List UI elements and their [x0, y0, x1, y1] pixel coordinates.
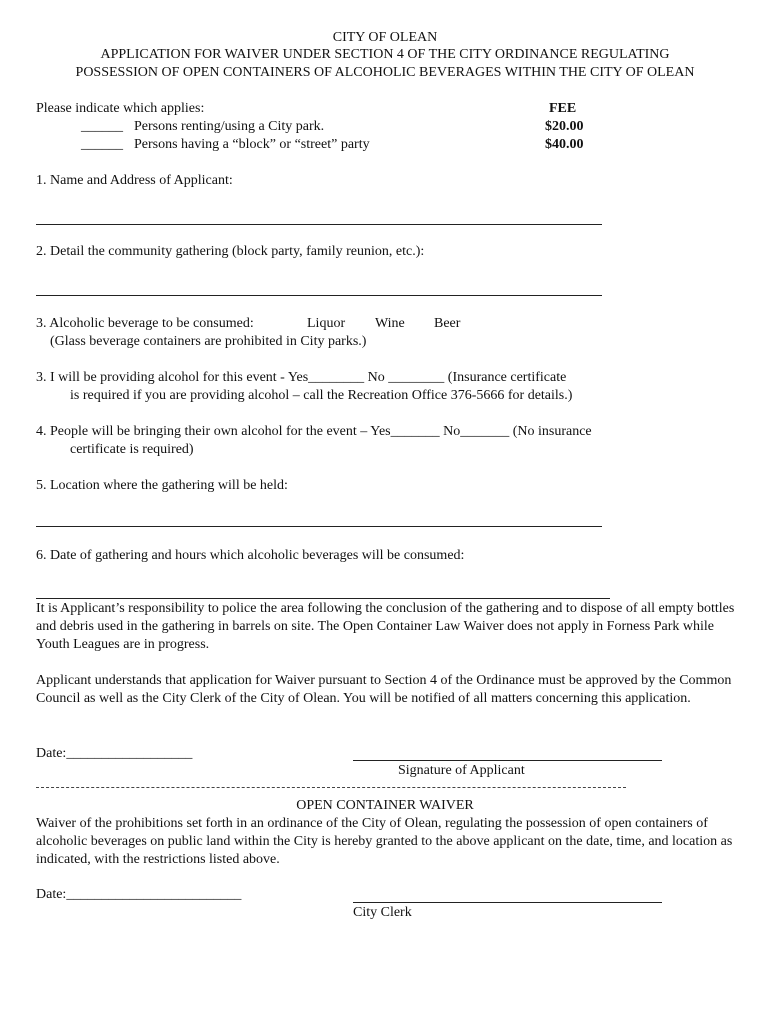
section-divider	[36, 787, 626, 788]
applies-prompt: Please indicate which applies:	[36, 101, 205, 116]
question-name-address: 1. Name and Address of Applicant:	[36, 173, 233, 188]
waiver-title: OPEN CONTAINER WAIVER	[296, 798, 474, 813]
question-beverage: 3. Alcoholic beverage to be consumed:	[36, 316, 254, 331]
question-date-hours: 6. Date of gathering and hours which alcoholic beverages will be consumed:	[36, 548, 465, 563]
name-address-line[interactable]	[36, 224, 602, 225]
question-gathering-detail: 2. Detail the community gathering (block party, family reunion, etc.):	[36, 244, 425, 259]
applicant-signature-line[interactable]	[353, 760, 662, 761]
no-insurance-note: certificate is required)	[70, 442, 194, 457]
glass-container-note: (Glass beverage containers are prohibited in City parks.)	[50, 334, 367, 349]
insurance-note: is required if you are providing alcohol – call the Recreation Office 376-5666 for details.)	[70, 388, 573, 403]
beverage-liquor[interactable]: Liquor	[307, 316, 346, 331]
gathering-detail-line[interactable]	[36, 295, 602, 296]
location-line[interactable]	[36, 526, 602, 527]
beverage-wine[interactable]: Wine	[375, 316, 405, 331]
question-bring-own-alcohol: 4. People will be bringing their own alcohol for the event – Yes_______ No_______ (No insurance	[36, 424, 592, 439]
question-providing-alcohol: 3. I will be providing alcohol for this event - Yes________ No ________ (Insurance certificate	[36, 370, 567, 385]
fee-block-party: $40.00	[545, 137, 584, 152]
applicant-signature-label: Signature of Applicant	[398, 763, 525, 778]
form-title-line2: POSSESSION OF OPEN CONTAINERS OF ALCOHOLIC BEVERAGES WITHIN THE CITY OF OLEAN	[75, 65, 695, 80]
clerk-date-field[interactable]: Date:_________________________	[36, 887, 242, 902]
question-location: 5. Location where the gathering will be held:	[36, 478, 288, 493]
beverage-beer[interactable]: Beer	[434, 316, 461, 331]
clerk-signature-line[interactable]	[353, 902, 662, 903]
date-hours-line[interactable]	[36, 598, 610, 599]
applicant-date-field[interactable]: Date:__________________	[36, 746, 193, 761]
option-label-block-party: Persons having a “block” or “street” party	[134, 137, 370, 152]
clerk-signature-label: City Clerk	[353, 905, 412, 920]
fee-park: $20.00	[545, 119, 584, 134]
city-title: CITY OF OLEAN	[332, 30, 438, 45]
waiver-paragraph: Waiver of the prohibitions set forth in an ordinance of the City of Olean, regulating the possession of open containers of alcoholic beverages on public land within the City is hereby granted to the above applicant on the date, time, and location as indicated, with the restrictions listed above.	[36, 816, 733, 867]
responsibility-paragraph: It is Applicant’s responsibility to police the area following the conclusion of the gathering and to dispose of all empty bottles and debris used in the gathering in barrels on site. The Open Container Law Waiver does not apply in Forness Park while Youth Leagues are in progress.	[36, 601, 735, 652]
form-title-line1: APPLICATION FOR WAIVER UNDER SECTION 4 OF THE CITY ORDINANCE REGULATING	[100, 47, 670, 62]
option-label-park: Persons renting/using a City park.	[134, 119, 325, 134]
option-blank-block-party[interactable]: ______	[81, 137, 123, 152]
understands-paragraph: Applicant understands that application for Waiver pursuant to Section 4 of the Ordinance must be approved by the Common Council as well as the City Clerk of the City of Olean. You will be notified of all matters concerning this application.	[36, 673, 732, 706]
option-blank-park[interactable]: ______	[81, 119, 123, 134]
fee-header: FEE	[549, 101, 577, 116]
